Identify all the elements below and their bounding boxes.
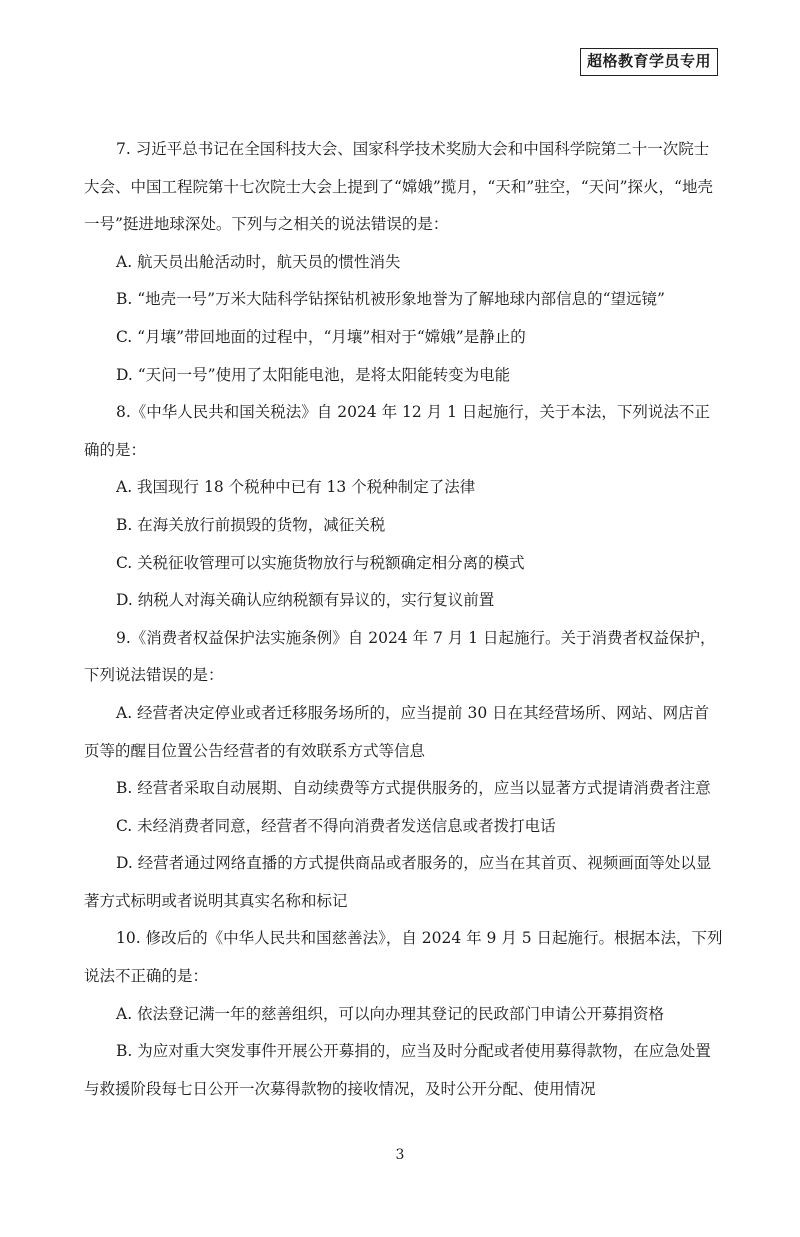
question-8 (84, 394, 724, 620)
question-stem: 8.《中华人民共和国关税法》自 2024 年 12 月 1 日起施行，关于本法，下列说法不正确的是： (84, 403, 710, 459)
question-stem: 9.《消费者权益保护法实施条例》自 2024 年 7 月 1 日起施行。关于消费者权益保护，下列说法错误的是： (84, 628, 716, 685)
option-a: A. 我国现行 18 个税种中已有 13 个税种制定了法律 (116, 478, 476, 497)
option-d: D. 经营者通过网络直播的方式提供商品或者服务的，应当在其首页、视频画面等处以显著方式标明或者说明其真实名称和标记 (84, 854, 712, 910)
option-b: B. 在海关放行前损毁的货物，减征关税 (116, 515, 386, 534)
option-a: A. 航天员出舱活动时，航天员的惯性消失 (116, 252, 401, 271)
question-stem: 10. 修改后的《中华人民共和国慈善法》，自 2024 年 9 月 5 日起施行。根据本法，下列说法不正确的是： (84, 929, 723, 986)
question-10 (84, 920, 724, 1108)
option-d: D. “天问一号”使用了太阳能电池，是将太阳能转变为电能 (116, 365, 511, 384)
question-9 (84, 620, 724, 921)
exclusive-use-stamp: 超格教育学员专用 (580, 48, 718, 76)
option-c: C. 关税征收管理可以实施货物放行与税额确定相分离的模式 (116, 553, 525, 572)
question-7 (84, 131, 724, 394)
page-number: 3 (395, 1147, 405, 1163)
exam-content (84, 131, 724, 1108)
option-b: B. “地壳一号”万米大陆科学钻探钻机被形象地誉为了解地球内部信息的“望远镜” (116, 290, 665, 309)
option-a: A. 经营者决定停业或者迁移服务场所的，应当提前 30 日在其经营场所、网站、网店首页等的醒目位置公告经营者的有效联系方式等信息 (84, 703, 710, 760)
option-b: B. 为应对重大突发事件开展公开募捐的，应当及时分配或者使用募得款物，在应急处置与救援阶段每七日公开一次募得款物的接收情况，及时公开分配、使用情况 (84, 1042, 711, 1098)
option-c: C. 未经消费者同意，经营者不得向消费者发送信息或者拨打电话 (116, 816, 556, 835)
option-c: C. “月壤”带回地面的过程中，“月壤”相对于“嫦娥”是静止的 (116, 327, 526, 346)
option-d: D. 纳税人对海关确认应纳税额有异议的，实行复议前置 (116, 591, 495, 610)
question-stem: 7. 习近平总书记在全国科技大会、国家科学技术奖励大会和中国科学院第二十一次院士大会、中国工程院第十七次院士大会上提到了“嫦娥”揽月，“天和”驻空，“天问”探火，“地壳一号”挺进地球深处。下列与之相关的说法错误的是： (84, 140, 713, 234)
option-b: B. 经营者采取自动展期、自动续费等方式提供服务的，应当以显著方式提请消费者注意 (116, 779, 711, 798)
option-a: A. 依法登记满一年的慈善组织，可以向办理其登记的民政部门申请公开募捐资格 (116, 1004, 665, 1023)
